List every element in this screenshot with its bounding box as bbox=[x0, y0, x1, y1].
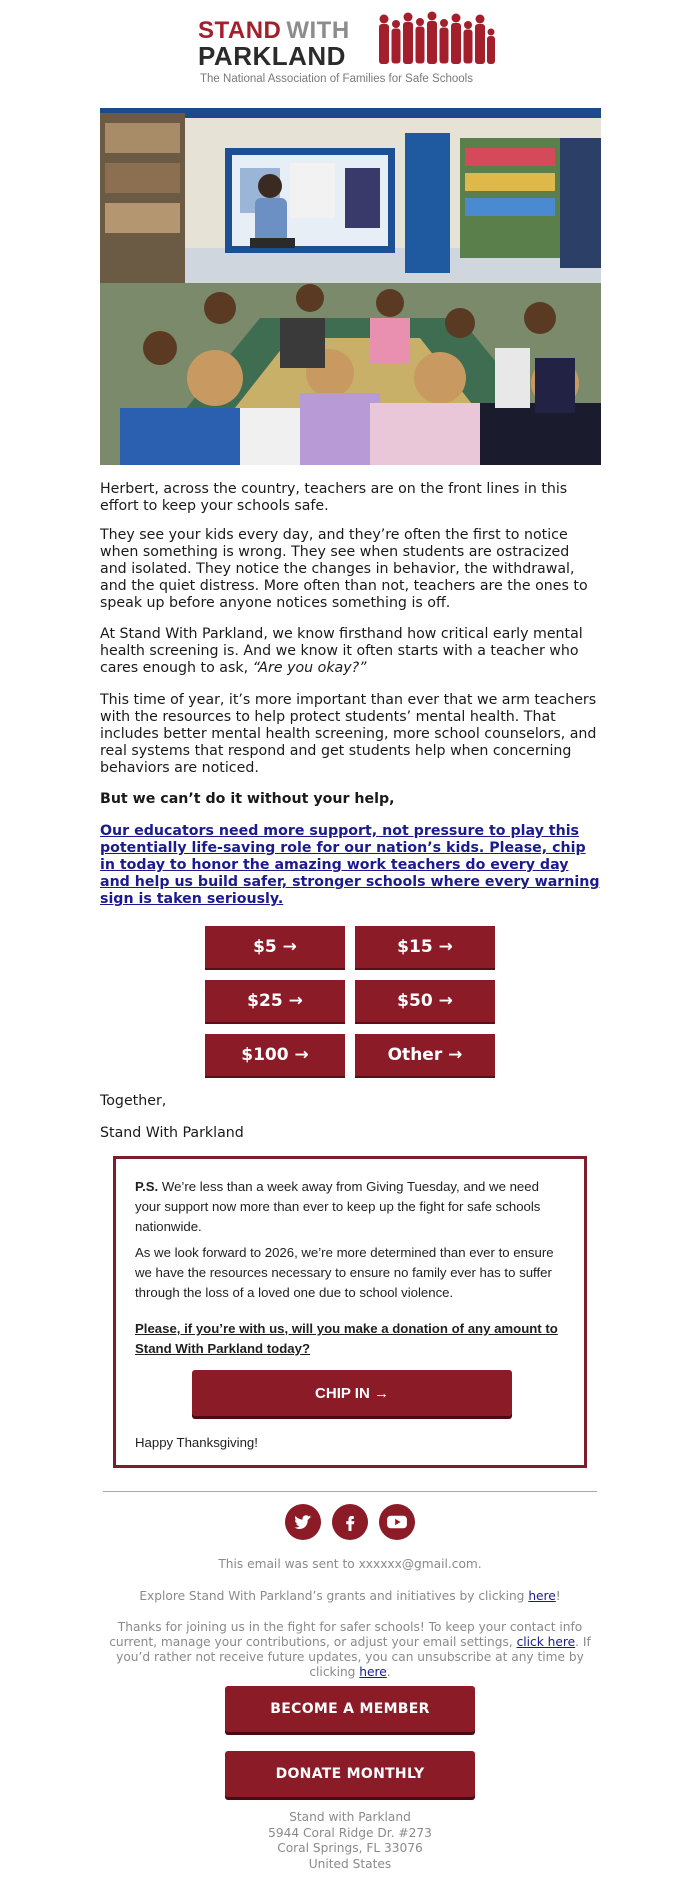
twitter-icon[interactable] bbox=[285, 1504, 321, 1540]
address-street: 5944 Coral Ridge Dr. #273 bbox=[268, 1825, 432, 1840]
ps-label: P.S. bbox=[135, 1179, 159, 1194]
footer-manage-text-1: Thanks for joining us in the fight for safer schools! To keep your contact info current, manage your contributions, or adjust your email settings, bbox=[109, 1620, 583, 1649]
ps-paragraph-2: As we look forward to 2026, we’re more determined than ever to ensure we have the resources necessary to ensure no family ever has to suffer through the loss of a loved one due to school violence. bbox=[135, 1245, 554, 1300]
manage-settings-link[interactable]: click here bbox=[516, 1635, 576, 1649]
closing-line-1: Together, bbox=[100, 1093, 167, 1109]
ps-paragraph-1 bbox=[135, 1177, 567, 1237]
logo-stand-text: STAND bbox=[198, 17, 282, 44]
logo-wordmark bbox=[198, 17, 350, 71]
paragraph-3-container bbox=[100, 626, 600, 677]
paragraph-5-container bbox=[100, 791, 600, 808]
address-city: Coral Springs, FL 33076 bbox=[277, 1841, 423, 1855]
paragraph-3 bbox=[100, 626, 600, 677]
footer-manage bbox=[100, 1620, 600, 1680]
paragraph-4: This time of year, it’s more important than ever that we arm teachers with the resources to help protect students’ mental health. That includes better mental health screening, more school counselors, and real systems that respond and get students help when concerning behaviors are noticed. bbox=[100, 692, 597, 776]
donate-5-button[interactable]: $5 → bbox=[205, 926, 345, 968]
closing-signature: Stand With Parkland bbox=[100, 1125, 244, 1141]
logo-with-text: WITH bbox=[286, 17, 350, 44]
logo[interactable] bbox=[198, 10, 503, 90]
donate-50-button[interactable]: $50 → bbox=[355, 980, 495, 1022]
donate-monthly-button[interactable]: DONATE MONTHLY bbox=[225, 1751, 475, 1797]
classroom-photo bbox=[100, 108, 601, 465]
paragraph-3-text: At Stand With Parkland, we know firsthand how critical early mental health screening is. And we know it often starts with a teacher who cares enough to ask, bbox=[100, 626, 583, 676]
facebook-icon[interactable] bbox=[332, 1504, 368, 1540]
footer-address bbox=[100, 1810, 600, 1872]
footer-explore-end: ! bbox=[555, 1589, 561, 1603]
address-org: Stand with Parkland bbox=[289, 1810, 411, 1824]
footer-divider bbox=[103, 1491, 597, 1492]
donate-other-button[interactable]: Other → bbox=[355, 1034, 495, 1076]
ps-donate-link[interactable]: Please, if you’re with us, will you make a donation of any amount to Stand With Parkland today? bbox=[135, 1321, 558, 1356]
ps-paragraph-1-text: We’re less than a week away from Giving Tuesday, and we need your support now more than ever to keep up the fight for safe schools nationwide. bbox=[135, 1179, 541, 1234]
logo-tagline: The National Association of Families for Safe Schools bbox=[200, 73, 473, 85]
ps-signoff: Happy Thanksgiving! bbox=[135, 1435, 258, 1450]
chip-in-button[interactable]: CHIP IN → bbox=[192, 1370, 512, 1416]
ps-box bbox=[113, 1156, 587, 1468]
donate-15-button[interactable]: $15 → bbox=[355, 926, 495, 968]
logo-parkland-text: PARKLAND bbox=[198, 41, 346, 71]
footer-manage-text-3: . bbox=[386, 1665, 391, 1679]
paragraph-1: Herbert, across the country, teachers are on the front lines in this effort to keep your schools safe. bbox=[100, 481, 568, 514]
footer-manage-text-2: . If you’d rather not receive future updates, you can unsubscribe at any time by clicking bbox=[116, 1635, 591, 1679]
ps-paragraph-1-container bbox=[135, 1177, 567, 1237]
footer-explore-text: Explore Stand With Parkland’s grants and initiatives by clicking bbox=[139, 1589, 525, 1603]
address-country: United States bbox=[308, 1856, 392, 1871]
donation-amount-grid bbox=[205, 926, 495, 1076]
become-member-button[interactable]: BECOME A MEMBER bbox=[225, 1686, 475, 1732]
donate-100-button[interactable]: $100 → bbox=[205, 1034, 345, 1076]
footer-sent-to: This email was sent to xxxxxx@gmail.com. bbox=[218, 1557, 482, 1571]
unsubscribe-link[interactable]: here bbox=[359, 1665, 387, 1679]
intro-paragraph bbox=[100, 481, 600, 515]
families-silhouette-icon bbox=[376, 10, 500, 72]
donate-25-button[interactable]: $25 → bbox=[205, 980, 345, 1022]
paragraph-3-quote: “Are you okay?” bbox=[252, 660, 367, 676]
paragraph-2-container bbox=[100, 527, 600, 612]
footer-explore bbox=[100, 1589, 600, 1604]
explore-here-link[interactable]: here bbox=[528, 1589, 556, 1603]
donate-cta-link[interactable]: Our educators need more support, not pressure to play this potentially life-saving role for our nation’s kids. Please, chip in today to honor the amazing work teachers do every day and help us build safer, stronger schools where every warning sign is taken seriously. bbox=[100, 823, 600, 907]
cta-container bbox=[100, 823, 600, 908]
paragraph-4-container bbox=[100, 692, 600, 777]
paragraph-2: They see your kids every day, and they’re often the first to notice when something is wrong. They see when students are ostracized and isolated. They notice the changes in behavior, the withdrawal, and the quiet distress. More often than not, teachers are the ones to speak up before anyone notices something is off. bbox=[100, 527, 588, 611]
youtube-icon[interactable] bbox=[379, 1504, 415, 1540]
paragraph-5: But we can’t do it without your help, bbox=[100, 791, 395, 807]
ps-link-container bbox=[135, 1319, 567, 1359]
ps-paragraph-2-container bbox=[135, 1243, 567, 1303]
